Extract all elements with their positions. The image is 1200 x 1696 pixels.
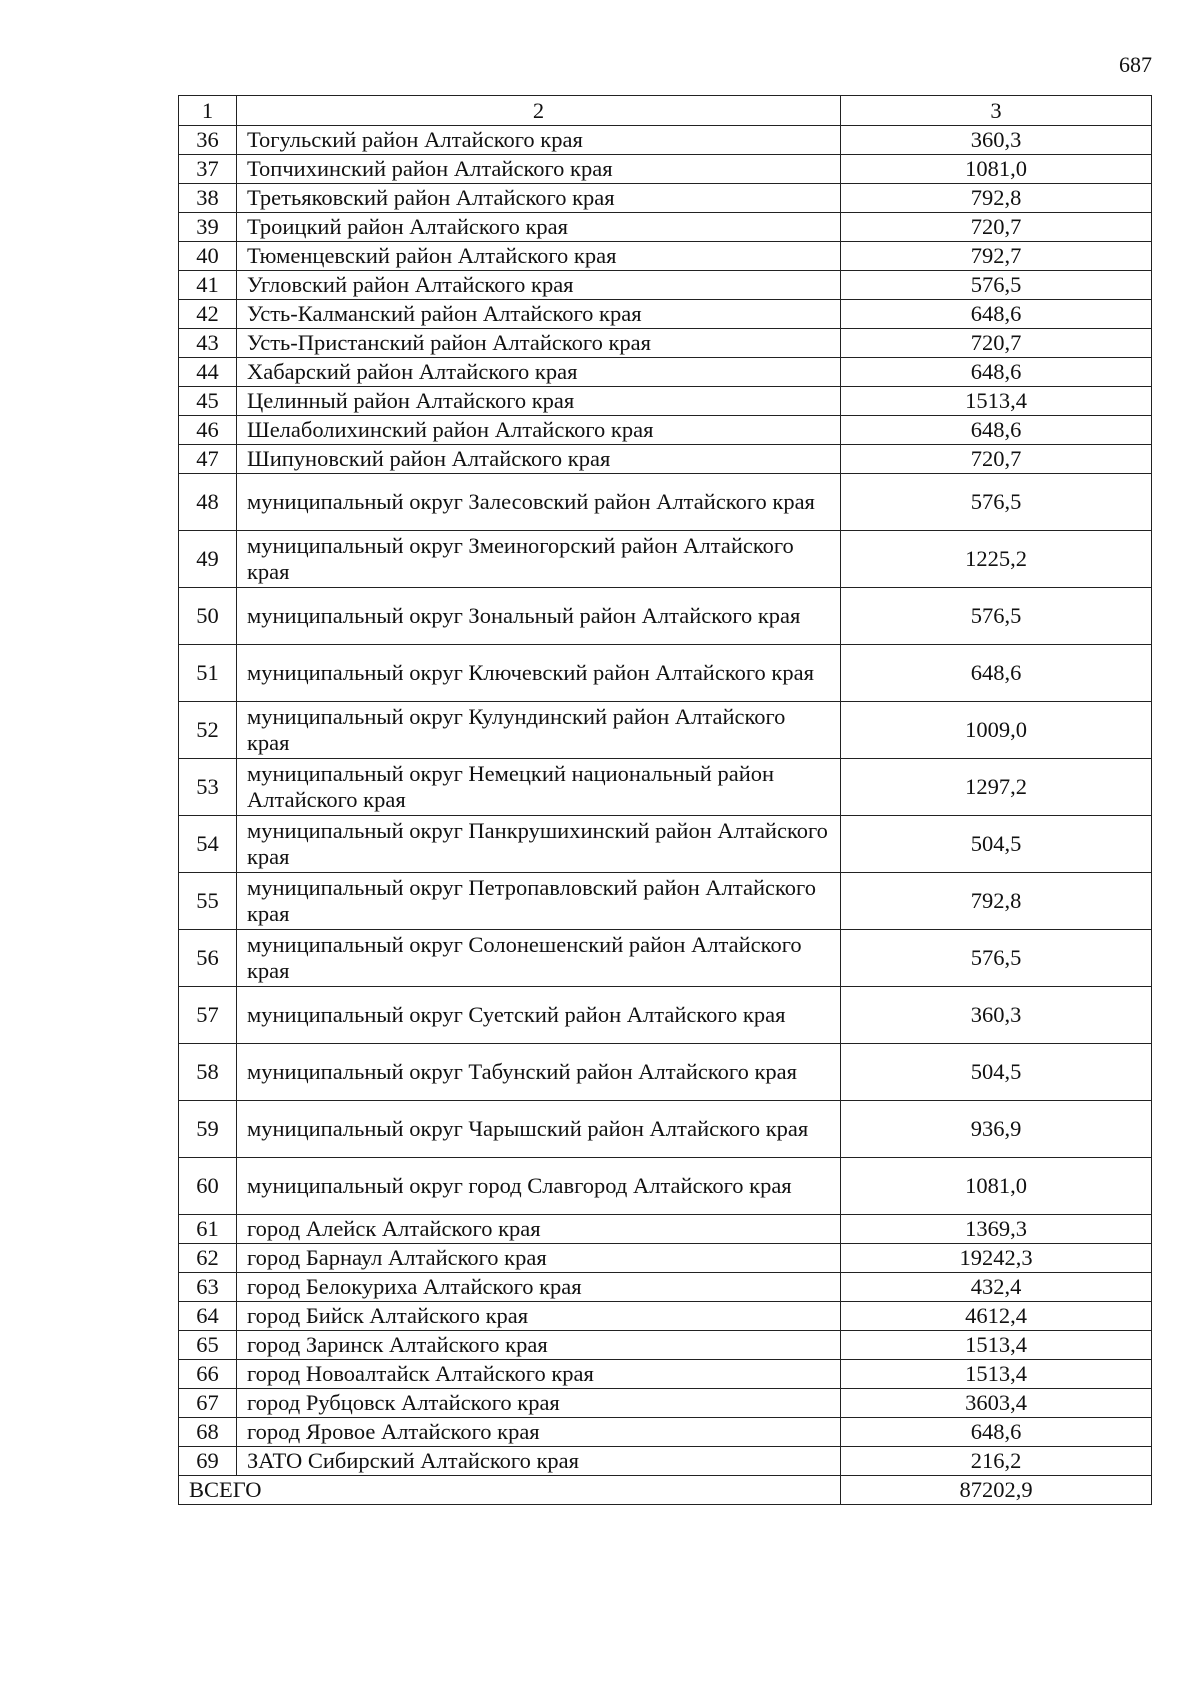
row-value: 792,7 [841, 242, 1152, 271]
row-value: 1513,4 [841, 387, 1152, 416]
row-value: 792,8 [841, 184, 1152, 213]
row-municipality-name: город Алейск Алтайского края [237, 1215, 841, 1244]
table-row [179, 1273, 1152, 1302]
table-row [179, 1447, 1152, 1476]
row-number: 57 [179, 987, 237, 1044]
row-municipality-name: Троицкий район Алтайского края [237, 213, 841, 242]
table-row [179, 126, 1152, 155]
row-number: 64 [179, 1302, 237, 1331]
row-value: 1081,0 [841, 1158, 1152, 1215]
table-row [179, 816, 1152, 873]
table-row [179, 1389, 1152, 1418]
row-value: 720,7 [841, 329, 1152, 358]
table-row [179, 474, 1152, 531]
row-value: 648,6 [841, 358, 1152, 387]
row-municipality-name: муниципальный округ Солонешенский район Алтайского края [237, 930, 841, 987]
row-value: 1009,0 [841, 702, 1152, 759]
table-row [179, 445, 1152, 474]
row-value: 19242,3 [841, 1244, 1152, 1273]
header-col-2: 2 [237, 96, 841, 126]
row-value: 360,3 [841, 126, 1152, 155]
table-row [179, 387, 1152, 416]
row-municipality-name: муниципальный округ Суетский район Алтайского края [237, 987, 841, 1044]
row-number: 65 [179, 1331, 237, 1360]
table-row [179, 1101, 1152, 1158]
row-value: 576,5 [841, 588, 1152, 645]
row-number: 41 [179, 271, 237, 300]
table-row [179, 184, 1152, 213]
row-value: 504,5 [841, 1044, 1152, 1101]
page-number: 687 [1119, 52, 1152, 77]
row-municipality-name: город Яровое Алтайского края [237, 1418, 841, 1447]
table-row [179, 1044, 1152, 1101]
table-row [179, 155, 1152, 184]
table-row [179, 702, 1152, 759]
row-number: 39 [179, 213, 237, 242]
row-value: 1081,0 [841, 155, 1152, 184]
row-value: 576,5 [841, 271, 1152, 300]
table-row [179, 759, 1152, 816]
row-municipality-name: муниципальный округ Табунский район Алтайского края [237, 1044, 841, 1101]
row-number: 45 [179, 387, 237, 416]
row-value: 1369,3 [841, 1215, 1152, 1244]
row-value: 216,2 [841, 1447, 1152, 1476]
table-row [179, 213, 1152, 242]
table-row [179, 271, 1152, 300]
row-value: 4612,4 [841, 1302, 1152, 1331]
row-municipality-name: ЗАТО Сибирский Алтайского края [237, 1447, 841, 1476]
row-number: 46 [179, 416, 237, 445]
row-number: 66 [179, 1360, 237, 1389]
row-value: 648,6 [841, 645, 1152, 702]
row-number: 43 [179, 329, 237, 358]
header-col-3: 3 [841, 96, 1152, 126]
row-number: 61 [179, 1215, 237, 1244]
row-municipality-name: муниципальный округ Панкрушихинский район Алтайского края [237, 816, 841, 873]
table-row [179, 300, 1152, 329]
row-municipality-name: город Белокуриха Алтайского края [237, 1273, 841, 1302]
total-value: 87202,9 [841, 1476, 1152, 1505]
row-municipality-name: город Рубцовск Алтайского края [237, 1389, 841, 1418]
row-number: 68 [179, 1418, 237, 1447]
row-municipality-name: муниципальный округ Змеиногорский район Алтайского края [237, 531, 841, 588]
row-number: 59 [179, 1101, 237, 1158]
row-number: 62 [179, 1244, 237, 1273]
table-row [179, 588, 1152, 645]
row-municipality-name: Усть-Пристанский район Алтайского края [237, 329, 841, 358]
table-row [179, 1418, 1152, 1447]
total-label: ВСЕГО [179, 1476, 841, 1505]
row-value: 1297,2 [841, 759, 1152, 816]
table-total-row [179, 1476, 1152, 1505]
row-number: 54 [179, 816, 237, 873]
row-number: 55 [179, 873, 237, 930]
row-number: 58 [179, 1044, 237, 1101]
table-row [179, 358, 1152, 387]
row-municipality-name: муниципальный округ Зональный район Алтайского края [237, 588, 841, 645]
row-number: 51 [179, 645, 237, 702]
row-municipality-name: Третьяковский район Алтайского края [237, 184, 841, 213]
row-municipality-name: Угловский район Алтайского края [237, 271, 841, 300]
row-number: 52 [179, 702, 237, 759]
row-municipality-name: город Бийск Алтайского края [237, 1302, 841, 1331]
table-header-row [179, 96, 1152, 126]
row-value: 792,8 [841, 873, 1152, 930]
row-number: 47 [179, 445, 237, 474]
row-value: 504,5 [841, 816, 1152, 873]
header-col-1: 1 [179, 96, 237, 126]
row-municipality-name: Усть-Калманский район Алтайского края [237, 300, 841, 329]
table-row [179, 1215, 1152, 1244]
row-value: 648,6 [841, 300, 1152, 329]
table-body [179, 96, 1152, 1505]
table-row [179, 1302, 1152, 1331]
row-number: 42 [179, 300, 237, 329]
row-number: 36 [179, 126, 237, 155]
row-value: 648,6 [841, 416, 1152, 445]
table-row [179, 873, 1152, 930]
row-municipality-name: город Заринск Алтайского края [237, 1331, 841, 1360]
row-municipality-name: Топчихинский район Алтайского края [237, 155, 841, 184]
row-number: 49 [179, 531, 237, 588]
row-value: 936,9 [841, 1101, 1152, 1158]
table-row [179, 329, 1152, 358]
row-municipality-name: Хабарский район Алтайского края [237, 358, 841, 387]
row-number: 63 [179, 1273, 237, 1302]
row-number: 56 [179, 930, 237, 987]
row-municipality-name: муниципальный округ город Славгород Алтайского края [237, 1158, 841, 1215]
row-value: 1513,4 [841, 1360, 1152, 1389]
table-row [179, 930, 1152, 987]
table-row [179, 1158, 1152, 1215]
row-municipality-name: Тогульский район Алтайского края [237, 126, 841, 155]
row-number: 48 [179, 474, 237, 531]
row-municipality-name: город Барнаул Алтайского края [237, 1244, 841, 1273]
table-row [179, 531, 1152, 588]
table-row [179, 242, 1152, 271]
row-number: 60 [179, 1158, 237, 1215]
row-value: 720,7 [841, 213, 1152, 242]
table-row [179, 1360, 1152, 1389]
row-municipality-name: Шипуновский район Алтайского края [237, 445, 841, 474]
row-value: 432,4 [841, 1273, 1152, 1302]
row-number: 44 [179, 358, 237, 387]
row-value: 360,3 [841, 987, 1152, 1044]
row-municipality-name: муниципальный округ Чарышский район Алтайского края [237, 1101, 841, 1158]
row-municipality-name: Тюменцевский район Алтайского края [237, 242, 841, 271]
row-value: 3603,4 [841, 1389, 1152, 1418]
row-number: 53 [179, 759, 237, 816]
row-number: 67 [179, 1389, 237, 1418]
row-number: 38 [179, 184, 237, 213]
row-number: 40 [179, 242, 237, 271]
allocation-table [178, 95, 1152, 1505]
row-value: 720,7 [841, 445, 1152, 474]
table-row [179, 1244, 1152, 1273]
row-value: 1225,2 [841, 531, 1152, 588]
row-value: 1513,4 [841, 1331, 1152, 1360]
row-number: 69 [179, 1447, 237, 1476]
row-number: 50 [179, 588, 237, 645]
table-row [179, 1331, 1152, 1360]
row-value: 648,6 [841, 1418, 1152, 1447]
row-value: 576,5 [841, 474, 1152, 531]
row-number: 37 [179, 155, 237, 184]
row-municipality-name: муниципальный округ Залесовский район Алтайского края [237, 474, 841, 531]
row-municipality-name: Целинный район Алтайского края [237, 387, 841, 416]
row-municipality-name: Шелаболихинский район Алтайского края [237, 416, 841, 445]
row-municipality-name: город Новоалтайск Алтайского края [237, 1360, 841, 1389]
row-municipality-name: муниципальный округ Ключевский район Алтайского края [237, 645, 841, 702]
table-row [179, 645, 1152, 702]
row-value: 576,5 [841, 930, 1152, 987]
row-municipality-name: муниципальный округ Петропавловский район Алтайского края [237, 873, 841, 930]
row-municipality-name: муниципальный округ Кулундинский район Алтайского края [237, 702, 841, 759]
table-row [179, 987, 1152, 1044]
row-municipality-name: муниципальный округ Немецкий национальный район Алтайского края [237, 759, 841, 816]
table-row [179, 416, 1152, 445]
